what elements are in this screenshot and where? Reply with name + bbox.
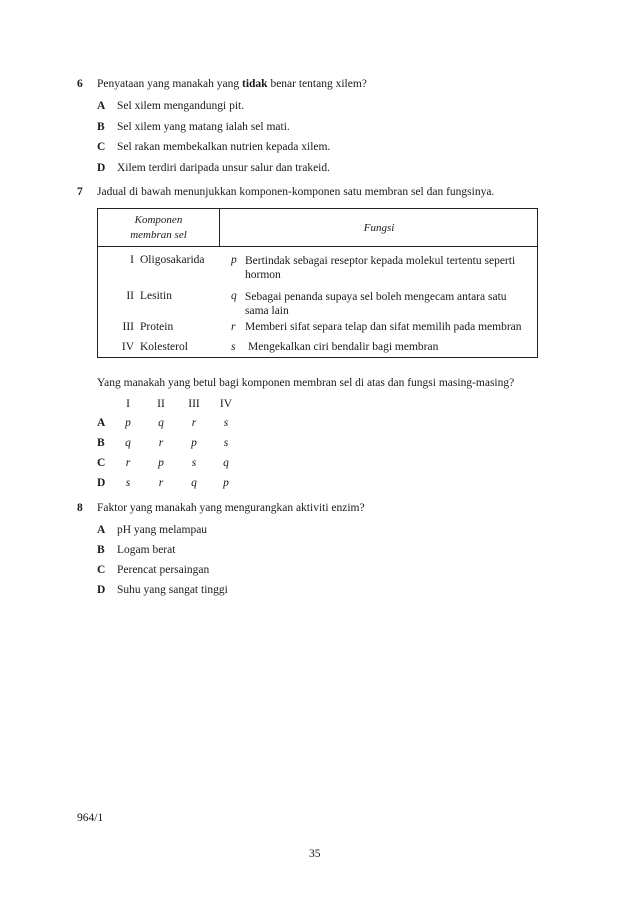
- question-6-option-letter: D: [97, 162, 106, 174]
- question-6-option-letter: B: [97, 121, 105, 133]
- answer-value: s: [223, 437, 229, 449]
- row-function: Mengekalkan ciri bendalir bagi membran: [248, 341, 439, 353]
- component-function-table: [97, 208, 538, 358]
- row-key: r: [231, 321, 236, 333]
- question-7-number: 7: [77, 186, 83, 198]
- question-8-stem: Faktor yang manakah yang mengurangkan aktiviti enzim?: [97, 502, 365, 514]
- answer-value: r: [158, 477, 164, 489]
- answer-header: IV: [219, 398, 233, 410]
- header-component: [98, 213, 219, 243]
- row-roman: I: [130, 254, 134, 266]
- answer-option-letter: B: [97, 437, 105, 449]
- question-6-option-text: Xilem terdiri daripada unsur salur dan trakeid.: [117, 162, 330, 174]
- row-component: Oligosakarida: [140, 254, 205, 266]
- question-7-prompt: Yang manakah yang betul bagi komponen membran sel di atas dan fungsi masing-masing?: [97, 377, 515, 389]
- question-8-option-text: Logam berat: [117, 544, 176, 556]
- question-7-stem: Jadual di bawah menunjukkan komponen-komponen satu membran sel dan fungsinya.: [97, 186, 495, 198]
- page-number: 35: [309, 848, 321, 860]
- question-8-option-letter: D: [97, 584, 106, 596]
- answer-value: p: [125, 417, 131, 429]
- question-6-option-text: Sel rakan membekalkan nutrien kepada xilem.: [117, 141, 331, 153]
- answer-value: s: [125, 477, 131, 489]
- question-8-option-letter: A: [97, 524, 106, 536]
- answer-value: s: [223, 417, 229, 429]
- row-function: Bertindak sebagai reseptor kepada molekul tertentu seperti hormon: [245, 255, 516, 281]
- answer-header: II: [157, 398, 165, 410]
- header-component-line1: Komponen: [134, 214, 183, 226]
- question-8-number: 8: [77, 502, 83, 514]
- header-component-line2: membran sel: [130, 229, 187, 241]
- answer-value: r: [158, 437, 164, 449]
- question-6-option-letter: C: [97, 141, 106, 153]
- row-roman: II: [126, 290, 134, 302]
- row-function: Memberi sifat separa telap dan sifat memilih pada membran: [245, 321, 522, 333]
- question-8-option-text: pH yang melampau: [117, 524, 208, 536]
- question-6-stem-end: benar tentang xilem?: [267, 78, 367, 90]
- answer-header: I: [126, 398, 130, 410]
- answer-value: r: [125, 457, 131, 469]
- row-key: s: [231, 341, 236, 353]
- answer-option-letter: C: [97, 457, 106, 469]
- table-header-divider: [98, 246, 537, 247]
- answer-option-letter: A: [97, 417, 106, 429]
- answer-value: q: [223, 457, 229, 469]
- question-6-option-text: Sel xilem yang matang ialah sel mati.: [117, 121, 290, 133]
- answer-option-letter: D: [97, 477, 106, 489]
- answer-value: s: [191, 457, 197, 469]
- answer-value: p: [158, 457, 164, 469]
- row-function: Sebagai penanda supaya sel boleh mengecam antara satu sama lain: [245, 291, 507, 317]
- answer-value: p: [223, 477, 229, 489]
- paper-code: 964/1: [77, 812, 104, 824]
- question-8-option-text: Suhu yang sangat tinggi: [117, 584, 228, 596]
- question-8-option-letter: C: [97, 564, 106, 576]
- answer-value: q: [125, 437, 131, 449]
- question-8-option-text: Perencat persaingan: [117, 564, 210, 576]
- question-8-option-letter: B: [97, 544, 105, 556]
- row-component: Protein: [140, 321, 174, 333]
- row-key: q: [231, 290, 237, 302]
- question-6-stem-start: Penyataan yang manakah yang: [97, 78, 242, 90]
- answer-value: p: [191, 437, 197, 449]
- question-6-stem: [97, 78, 367, 90]
- answer-value: q: [158, 417, 164, 429]
- row-component: Kolesterol: [140, 341, 188, 353]
- row-component: Lesitin: [140, 290, 172, 302]
- header-function: Fungsi: [363, 222, 395, 234]
- answer-header: III: [188, 398, 200, 410]
- answer-value: q: [191, 477, 197, 489]
- question-6-option-letter: A: [97, 100, 106, 112]
- answer-value: r: [191, 417, 197, 429]
- question-6-option-text: Sel xilem mengandungi pit.: [117, 100, 245, 112]
- question-6-number: 6: [77, 78, 83, 90]
- row-key: p: [231, 254, 237, 266]
- row-roman: IV: [121, 341, 134, 353]
- row-roman: III: [122, 321, 134, 333]
- question-6-stem-emphasis: tidak: [241, 78, 268, 90]
